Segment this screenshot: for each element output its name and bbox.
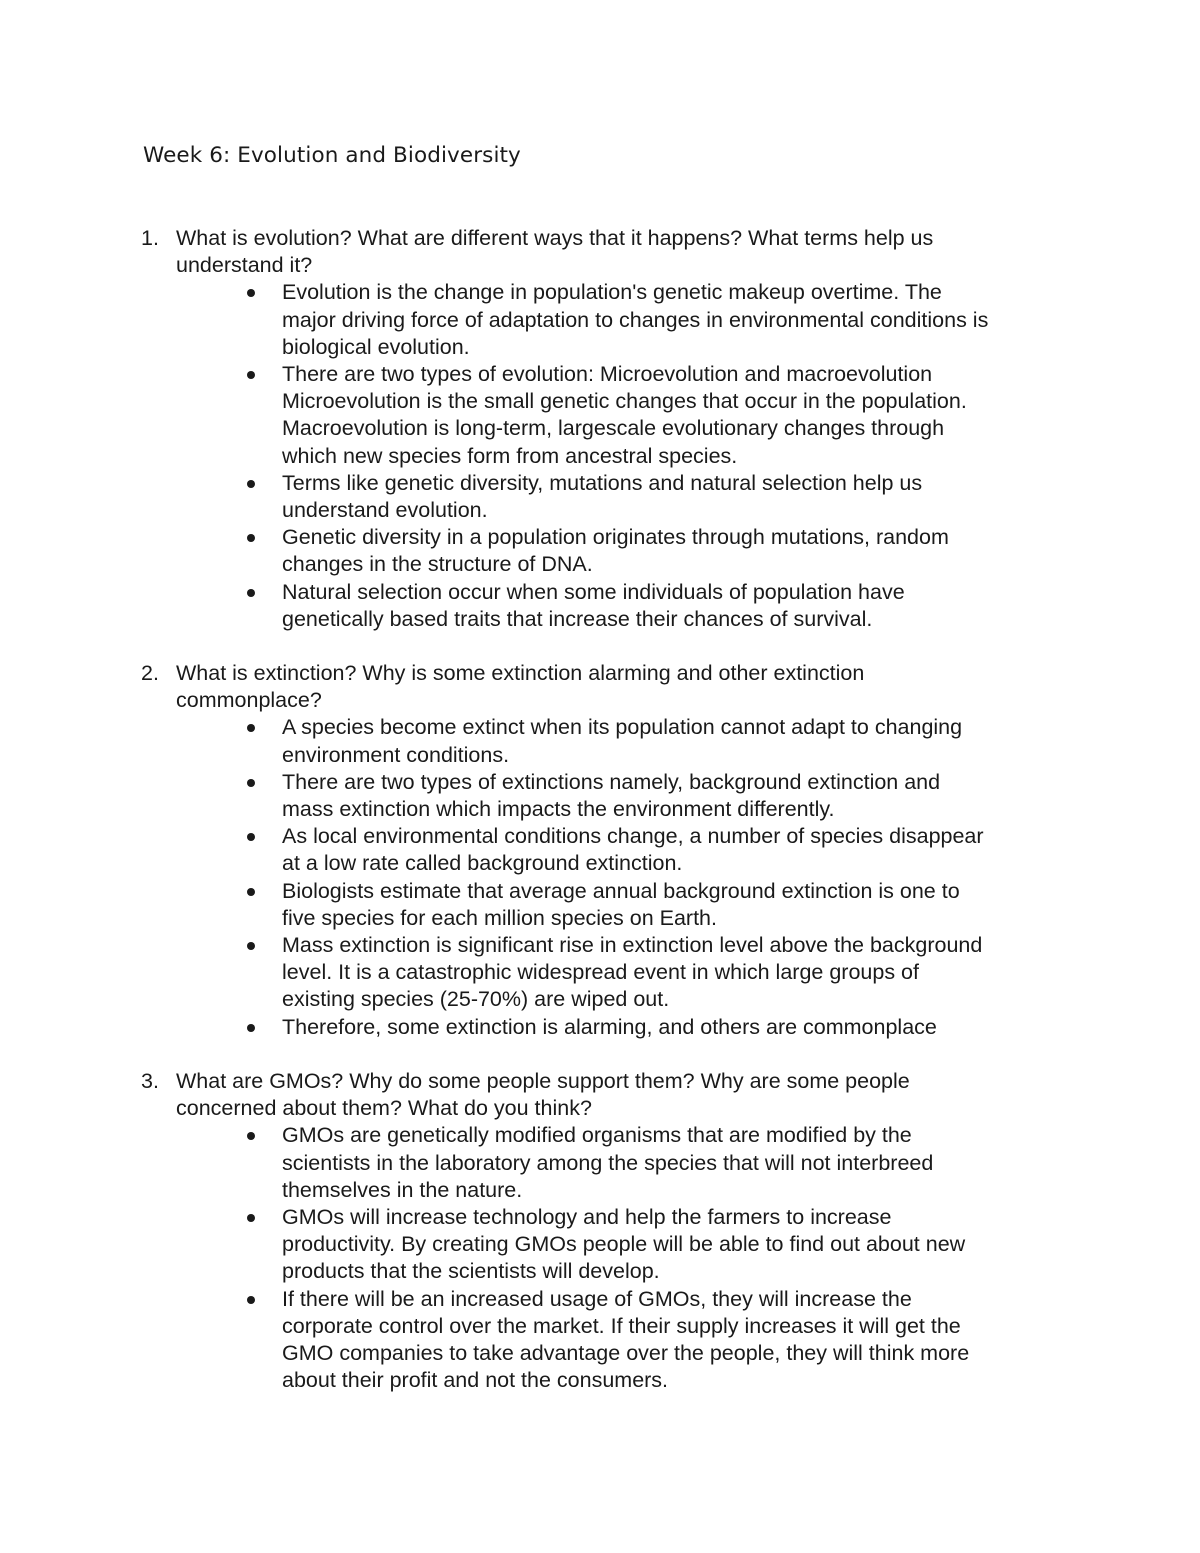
answer-text — [282, 932, 1082, 1014]
answer-text-line: A species become extinct when its population cannot adapt to changing — [282, 715, 963, 740]
answer-text-line: Mass extinction is significant rise in extinction level above the background — [282, 933, 983, 958]
answer-text-line: Natural selection occur when some individuals of population have — [282, 579, 905, 604]
answer-text-line: which new species form from ancestral species. — [282, 443, 738, 468]
question-text-line: What are GMOs? Why do some people support them? Why are some people — [176, 1068, 910, 1093]
answer-text — [282, 1286, 1082, 1395]
question-text — [176, 225, 1056, 279]
question-list — [0, 225, 1200, 1421]
answer-text-line: about their profit and not the consumers. — [282, 1368, 669, 1393]
answer-text-line: If there will be an increased usage of GMOs, they will increase the — [282, 1286, 912, 1311]
answer-item — [0, 1286, 1200, 1395]
bullet-icon — [247, 942, 255, 950]
answer-list — [0, 279, 1200, 633]
answer-text — [282, 1122, 1082, 1204]
answer-text-line: GMOs will increase technology and help the farmers to increase — [282, 1204, 892, 1229]
answer-text — [282, 470, 1082, 524]
answer-text-line: themselves in the nature. — [282, 1177, 523, 1202]
question-text — [176, 1068, 1056, 1122]
answer-text-line: Macroevolution is long-term, largescale evolutionary changes through — [282, 416, 945, 441]
bullet-icon — [247, 589, 255, 597]
answer-item — [0, 579, 1200, 633]
answer-item — [0, 470, 1200, 524]
answer-text — [282, 279, 1082, 361]
answer-text-line: major driving force of adaptation to changes in environmental conditions is — [282, 307, 989, 332]
question-item — [0, 1068, 1200, 1394]
question-text-line: concerned about them? What do you think? — [176, 1096, 592, 1121]
bullet-icon — [247, 779, 255, 787]
answer-text-line: As local environmental conditions change, a number of species disappear — [282, 824, 984, 849]
bullet-icon — [247, 888, 255, 896]
answer-text-line: There are two types of evolution: Microevolution and macroevolution — [282, 362, 933, 387]
answer-text-line: There are two types of extinctions namely, background extinction and — [282, 769, 941, 794]
answer-item — [0, 714, 1200, 768]
answer-item — [0, 279, 1200, 361]
answer-text-line: mass extinction which impacts the environment differently. — [282, 797, 835, 822]
bullet-icon — [247, 534, 255, 542]
answer-text-line: at a low rate called background extinction. — [282, 851, 683, 876]
answer-text-line: GMO companies to take advantage over the people, they will think more — [282, 1340, 970, 1365]
bullet-icon — [247, 1214, 255, 1222]
answer-item — [0, 769, 1200, 823]
question-text — [176, 660, 1056, 714]
answer-item — [0, 1204, 1200, 1286]
answer-item — [0, 823, 1200, 877]
answer-text-line: environment conditions. — [282, 742, 510, 767]
answer-text — [282, 1014, 1082, 1041]
question-number: 2. — [141, 661, 159, 686]
answer-text — [282, 1204, 1082, 1286]
answer-text-line: corporate control over the market. If their supply increases it will get the — [282, 1313, 961, 1338]
answer-text-line: GMOs are genetically modified organisms that are modified by the — [282, 1123, 912, 1148]
answer-text — [282, 524, 1082, 578]
answer-text-line: Biologists estimate that average annual background extinction is one to — [282, 878, 960, 903]
answer-text-line: Evolution is the change in population's genetic makeup overtime. The — [282, 280, 942, 305]
document-title: Week 6: Evolution and Biodiversity — [143, 143, 521, 168]
answer-text-line: Terms like genetic diversity, mutations and natural selection help us — [282, 470, 923, 495]
bullet-icon — [247, 1132, 255, 1140]
answer-text — [282, 769, 1082, 823]
question-item — [0, 660, 1200, 1041]
answer-text-line: products that the scientists will develop. — [282, 1259, 660, 1284]
bullet-icon — [247, 480, 255, 488]
bullet-icon — [247, 1024, 255, 1032]
answer-text-line: level. It is a catastrophic widespread event in which large groups of — [282, 960, 919, 985]
question-text-line: commonplace? — [176, 688, 322, 713]
answer-item — [0, 524, 1200, 578]
answer-item — [0, 878, 1200, 932]
question-number: 3. — [141, 1068, 159, 1093]
bullet-icon — [247, 371, 255, 379]
question-text-line: understand it? — [176, 253, 313, 278]
question-number: 1. — [141, 226, 159, 250]
answer-list — [0, 1122, 1200, 1394]
answer-text-line: productivity. By creating GMOs people will be able to find out about new — [282, 1232, 966, 1257]
answer-list — [0, 714, 1200, 1040]
answer-text-line: existing species (25-70%) are wiped out. — [282, 987, 670, 1012]
answer-text-line: changes in the structure of DNA. — [282, 552, 593, 577]
answer-text-line: understand evolution. — [282, 498, 488, 523]
answer-text-line: scientists in the laboratory among the species that will not interbreed — [282, 1150, 934, 1175]
answer-text — [282, 714, 1082, 768]
answer-text — [282, 878, 1082, 932]
answer-item — [0, 1014, 1200, 1041]
bullet-icon — [247, 833, 255, 841]
bullet-icon — [247, 1296, 255, 1304]
answer-text-line: Microevolution is the small genetic changes that occur in the population. — [282, 389, 967, 414]
question-text-line: What is extinction? Why is some extinction alarming and other extinction — [176, 661, 865, 686]
answer-item — [0, 1122, 1200, 1204]
question-text-line: What is evolution? What are different ways that it happens? What terms help us — [176, 226, 934, 250]
answer-text — [282, 823, 1082, 877]
answer-text — [282, 579, 1082, 633]
bullet-icon — [247, 289, 255, 297]
answer-text-line: five species for each million species on Earth. — [282, 905, 717, 930]
answer-item — [0, 932, 1200, 1014]
answer-item — [0, 361, 1200, 470]
question-item — [0, 225, 1200, 633]
answer-text — [282, 361, 1082, 470]
answer-text-line: Therefore, some extinction is alarming, and others are commonplace — [282, 1014, 937, 1039]
answer-text-line: biological evolution. — [282, 334, 470, 359]
answer-text-line: genetically based traits that increase their chances of survival. — [282, 606, 873, 631]
answer-text-line: Genetic diversity in a population originates through mutations, random — [282, 525, 949, 550]
bullet-icon — [247, 724, 255, 732]
